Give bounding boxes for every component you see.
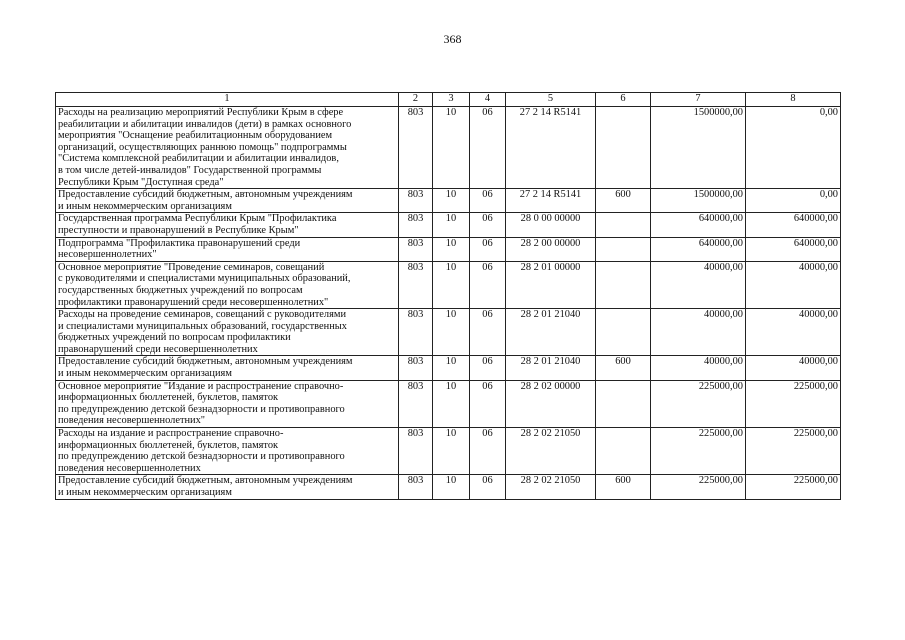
row-description — [56, 428, 399, 475]
description-line: Предоставление субсидий бюджетным, автономным учреждениям — [58, 356, 353, 368]
description-line: "Система комплексной реабилитации и абилитации инвалидов, — [58, 153, 339, 165]
cell-code-6 — [596, 237, 651, 261]
cell-code-3: 10 — [433, 475, 470, 499]
cell-code-2: 803 — [399, 107, 433, 189]
cell-amount-7: 640000,00 — [651, 237, 746, 261]
cell-code-5: 28 2 02 21050 — [506, 428, 596, 475]
cell-code-3: 10 — [433, 237, 470, 261]
cell-amount-8: 40000,00 — [746, 356, 841, 380]
table-row — [56, 380, 841, 427]
cell-code-5: 28 0 00 00000 — [506, 213, 596, 237]
cell-amount-8: 0,00 — [746, 189, 841, 213]
cell-code-5: 28 2 02 21050 — [506, 475, 596, 499]
cell-amount-7: 40000,00 — [651, 261, 746, 308]
table-header-row — [56, 93, 841, 107]
cell-amount-7: 640000,00 — [651, 213, 746, 237]
cell-code-2: 803 — [399, 213, 433, 237]
description-line: Предоставление субсидий бюджетным, автономным учреждениям — [58, 475, 353, 487]
cell-amount-8: 225000,00 — [746, 475, 841, 499]
cell-amount-8: 225000,00 — [746, 428, 841, 475]
cell-amount-8: 40000,00 — [746, 309, 841, 356]
cell-code-4: 06 — [470, 107, 506, 189]
table-row — [56, 261, 841, 308]
table-row — [56, 189, 841, 213]
cell-code-4: 06 — [470, 261, 506, 308]
description-line: с руководителями и специалистами муниципальных образований, — [58, 273, 351, 285]
cell-code-5: 28 2 01 21040 — [506, 309, 596, 356]
cell-code-4: 06 — [470, 213, 506, 237]
cell-code-3: 10 — [433, 107, 470, 189]
cell-code-6: 600 — [596, 189, 651, 213]
description-line: и иным некоммерческим организациям — [58, 368, 232, 380]
description-line: Основное мероприятие "Издание и распространение справочно- — [58, 380, 344, 392]
cell-code-5: 28 2 01 00000 — [506, 261, 596, 308]
table-row — [56, 356, 841, 380]
cell-code-6 — [596, 107, 651, 189]
cell-code-2: 803 — [399, 356, 433, 380]
description-line: информационных бюллетеней, буклетов, памяток — [58, 439, 279, 451]
cell-code-3: 10 — [433, 428, 470, 475]
cell-amount-8: 640000,00 — [746, 237, 841, 261]
row-description — [56, 309, 399, 356]
cell-amount-7: 40000,00 — [651, 356, 746, 380]
row-description — [56, 261, 399, 308]
cell-code-2: 803 — [399, 261, 433, 308]
cell-code-3: 10 — [433, 380, 470, 427]
row-description — [56, 213, 399, 237]
cell-code-2: 803 — [399, 428, 433, 475]
column-header-8: 8 — [746, 93, 841, 107]
cell-amount-7: 1500000,00 — [651, 189, 746, 213]
cell-amount-8: 225000,00 — [746, 380, 841, 427]
description-line: Расходы на проведение семинаров, совещаний с руководителями — [58, 309, 347, 321]
cell-code-4: 06 — [470, 475, 506, 499]
cell-amount-7: 40000,00 — [651, 309, 746, 356]
description-line: и иным некоммерческим организациям — [58, 200, 232, 212]
description-line: правонарушений среди несовершеннолетних — [58, 343, 258, 355]
description-line: бюджетных учреждений по вопросам профилактики — [58, 332, 291, 344]
description-line: в том числе детей-инвалидов" Государственной программы — [58, 164, 322, 176]
table-row — [56, 475, 841, 499]
description-line: и специалистами муниципальных образований, государственных — [58, 320, 347, 332]
row-description — [56, 475, 399, 499]
description-line: поведения несовершеннолетних" — [58, 415, 206, 427]
cell-code-5: 28 2 01 21040 — [506, 356, 596, 380]
cell-code-6 — [596, 261, 651, 308]
cell-code-3: 10 — [433, 356, 470, 380]
cell-code-4: 06 — [470, 380, 506, 427]
cell-amount-7: 1500000,00 — [651, 107, 746, 189]
cell-amount-8: 0,00 — [746, 107, 841, 189]
description-line: Расходы на издание и распространение справочно- — [58, 428, 284, 440]
cell-code-6: 600 — [596, 475, 651, 499]
description-line: Предоставление субсидий бюджетным, автономным учреждениям — [58, 189, 353, 201]
cell-code-2: 803 — [399, 475, 433, 499]
description-line: и иным некоммерческим организациям — [58, 487, 232, 498]
row-description — [56, 380, 399, 427]
cell-code-2: 803 — [399, 189, 433, 213]
cell-code-2: 803 — [399, 380, 433, 427]
cell-amount-7: 225000,00 — [651, 475, 746, 499]
cell-code-4: 06 — [470, 237, 506, 261]
cell-amount-8: 640000,00 — [746, 213, 841, 237]
cell-code-2: 803 — [399, 309, 433, 356]
description-line: по предупреждению детской безнадзорности и противоправного — [58, 403, 345, 415]
description-line: Расходы на реализацию мероприятий Республики Крым в сфере — [58, 107, 344, 118]
cell-code-5: 28 2 02 00000 — [506, 380, 596, 427]
table-row — [56, 237, 841, 261]
column-header-5: 5 — [506, 93, 596, 107]
cell-code-3: 10 — [433, 309, 470, 356]
cell-code-3: 10 — [433, 213, 470, 237]
cell-code-4: 06 — [470, 189, 506, 213]
table-row — [56, 107, 841, 189]
cell-code-6 — [596, 309, 651, 356]
description-line: Республики Крым "Доступная среда" — [58, 176, 224, 188]
cell-code-4: 06 — [470, 428, 506, 475]
row-description — [56, 189, 399, 213]
description-line: мероприятия "Оснащение реабилитационным оборудованием — [58, 130, 333, 142]
cell-code-5: 27 2 14 R5141 — [506, 189, 596, 213]
column-header-3: 3 — [433, 93, 470, 107]
table-row — [56, 213, 841, 237]
description-line: Государственная программа Республики Крым "Профилактика — [58, 213, 337, 225]
cell-code-2: 803 — [399, 237, 433, 261]
page-number: 368 — [443, 32, 462, 46]
cell-code-4: 06 — [470, 356, 506, 380]
description-line: государственных бюджетных учреждений по вопросам — [58, 284, 303, 296]
description-line: несовершеннолетних" — [58, 249, 157, 261]
description-line: преступности и правонарушений в Республике Крым" — [58, 224, 299, 236]
cell-code-3: 10 — [433, 261, 470, 308]
cell-code-3: 10 — [433, 189, 470, 213]
description-line: реабилитации и абилитации инвалидов (дети) в рамках основного — [58, 118, 352, 130]
description-line: по предупреждению детской безнадзорности и противоправного — [58, 451, 345, 463]
description-line: поведения несовершеннолетних — [58, 462, 201, 474]
description-line: Основное мероприятие "Проведение семинаров, совещаний — [58, 261, 325, 273]
description-line: организаций, осуществляющих раннюю помощь" подпрограммы — [58, 141, 347, 153]
cell-code-6: 600 — [596, 356, 651, 380]
cell-code-6 — [596, 213, 651, 237]
column-header-4: 4 — [470, 93, 506, 107]
row-description — [56, 107, 399, 189]
row-description — [56, 237, 399, 261]
column-header-7: 7 — [651, 93, 746, 107]
description-line: профилактики правонарушений среди несовершеннолетних" — [58, 296, 329, 308]
row-description — [56, 356, 399, 380]
column-header-2: 2 — [399, 93, 433, 107]
cell-code-5: 27 2 14 R5141 — [506, 107, 596, 189]
description-line: информационных бюллетеней, буклетов, памяток — [58, 392, 279, 404]
cell-amount-8: 40000,00 — [746, 261, 841, 308]
table-row — [56, 309, 841, 356]
budget-table — [55, 92, 841, 500]
description-line: Подпрограмма "Профилактика правонарушений среди — [58, 237, 301, 249]
column-header-6: 6 — [596, 93, 651, 107]
table-row — [56, 428, 841, 475]
cell-code-6 — [596, 428, 651, 475]
cell-code-6 — [596, 380, 651, 427]
cell-amount-7: 225000,00 — [651, 380, 746, 427]
cell-code-5: 28 2 00 00000 — [506, 237, 596, 261]
cell-amount-7: 225000,00 — [651, 428, 746, 475]
column-header-1: 1 — [56, 93, 399, 107]
cell-code-4: 06 — [470, 309, 506, 356]
table-body — [56, 107, 841, 500]
